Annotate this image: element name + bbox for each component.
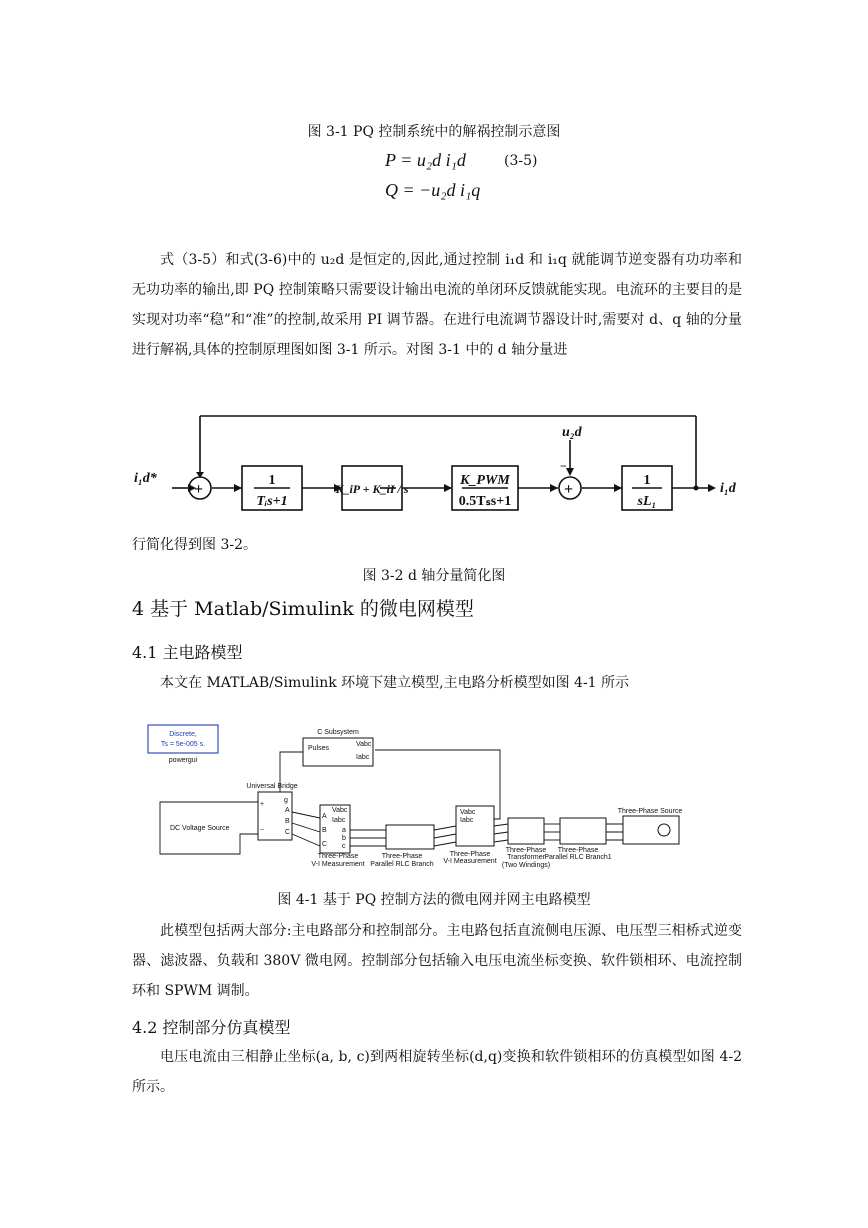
block4-den: sL₁ — [637, 494, 657, 509]
equation-3-6-lhs: Q — [385, 180, 398, 200]
rlc-branch-1-block[interactable] — [386, 825, 434, 849]
section-heading-4-2: 4.2 控制部分仿真模型 — [132, 1018, 291, 1037]
paragraph-text: 本文在 MATLAB/Simulink 环境下建立模型,主电路分析模型如图 4-1 所示 — [160, 675, 630, 691]
meas1-a-out: a — [342, 827, 346, 834]
three-phase-source-block[interactable] — [623, 816, 679, 844]
subsystem-out1: Vabc — [356, 741, 372, 748]
figure-3-1-caption: 图 3-1 PQ 控制系统中的解祸控制示意图 — [307, 124, 561, 140]
equation-3-5-lhs: P — [385, 150, 396, 170]
meas1-a: A — [322, 813, 327, 820]
meas1-vabc: Vabc — [332, 807, 348, 814]
d-axis-block-diagram — [130, 412, 750, 524]
paragraph-text: 此模型包括两大部分:主电路部分和控制部分。主电路包括直流侧电压源、电压型三相桥式逆变器、滤波器、负载和 380V 微电网。控制部分包括输入电压电流坐标变换、软件锁相环、电流控制环和 SPWM 调制。 — [132, 923, 742, 999]
rlc2-label2: Parallel RLC Branch1 — [544, 854, 612, 861]
subsystem-out2: Iabc — [356, 754, 370, 761]
transformer-label2: Transformer — [507, 854, 545, 861]
transformer-label3: (Two Windings) — [501, 862, 551, 869]
powergui-line2: Ts = 5e-005 s. — [160, 741, 206, 748]
subsystem-title: C Subsystem — [317, 729, 359, 736]
block1-num: 1 — [268, 473, 276, 488]
powergui-line1: Discrete, — [169, 731, 197, 738]
dc-source-label: DC Voltage Source — [170, 825, 230, 832]
meas1-label2: V-I Measurement — [311, 861, 365, 868]
paragraph-text: 行简化得到图 3-2。 — [132, 537, 257, 553]
block4-num: 1 — [643, 473, 651, 488]
meas1-iabc: Iabc — [332, 817, 346, 824]
paragraph-simplify — [132, 530, 742, 560]
powergui-label: powergui — [168, 757, 198, 764]
equation-3-6-rhs: = −u₂d i₁q — [402, 180, 481, 200]
simulink-main-circuit — [140, 722, 700, 872]
meas1-b: B — [322, 827, 327, 834]
paragraph-model-parts — [132, 916, 742, 1006]
bridge-port-minus: − — [260, 827, 265, 834]
input-label: i₁d* — [134, 471, 157, 486]
bridge-port-g: g — [284, 797, 288, 804]
section-heading-4: 4 基于 Matlab/Simulink 的微电网模型 — [132, 598, 474, 620]
equation-3-5-rhs: = u₂d i₁d — [400, 150, 466, 170]
transformer-block[interactable] — [508, 818, 544, 844]
bridge-port-b: B — [285, 818, 290, 825]
figure-4-1-caption: 图 4-1 基于 PQ 控制方法的微电网并网主电路模型 — [277, 892, 591, 908]
rlc2-label1: Three-Phase — [557, 847, 599, 854]
equation-3-5 — [385, 150, 466, 171]
transformer-label1: Three-Phase — [505, 847, 547, 854]
paragraph-text: 电压电流由三相静止坐标(a, b, c)到两相旋转坐标(d,q)变换和软件锁相环的仿真模型如图 4-2 所示。 — [132, 1049, 742, 1095]
disturbance-label: u₂d — [562, 425, 582, 440]
bridge-port-plus: + — [260, 801, 265, 808]
meas2-vabc: Vabc — [460, 809, 476, 816]
meas1-c: C — [322, 841, 328, 848]
sum1-plus: + — [194, 481, 204, 498]
rlc1-label2: Parallel RLC Branch — [370, 861, 434, 868]
meas2-iabc: Iabc — [460, 817, 474, 824]
paragraph-pq-control — [132, 245, 742, 365]
sum2-plus: + — [564, 481, 574, 498]
block1-den: Tᵢs+1 — [256, 494, 288, 509]
meas2-label2: V-I Measurement — [443, 858, 497, 865]
subsystem-in: Pulses — [308, 745, 330, 752]
output-label: i₁d — [720, 481, 736, 496]
bridge-port-c: C — [285, 829, 291, 836]
paragraph-matlab — [132, 668, 742, 698]
rlc-branch-2-block[interactable] — [560, 818, 606, 844]
meas1-b-out: b — [342, 835, 346, 842]
equation-3-5-number: (3-5) — [504, 153, 538, 169]
section-heading-4-1: 4.1 主电路模型 — [132, 643, 243, 662]
block2-pi: K_iP + K_iI / s — [335, 482, 409, 496]
meas2-label1: Three-Phase — [449, 851, 491, 858]
meas1-c-out: c — [342, 843, 346, 850]
rlc1-label1: Three-Phase — [381, 853, 423, 860]
block3-num: K_PWM — [460, 473, 510, 488]
powergui-block[interactable] — [148, 725, 218, 753]
source-label: Three-Phase Source — [617, 808, 683, 815]
paragraph-text: 式（3-5）和式(3-6)中的 u₂d 是恒定的,因此,通过控制 i₁d 和 i₁q 就能调节逆变器有功功率和无功功率的输出,即 PQ 控制策略只需要设计输出电流的单闭环反馈就能实现。电流环的主要目的是实现对功率“稳”和“准”的控制,故采用 PI 调节器。在进行电流调节器设计时,需要对 d、q 轴的分量进行解祸,具体的控制原理图如图 3-1 所示。对图 3-1 中的 d 轴分量进 — [132, 252, 742, 358]
bridge-port-a: A — [285, 807, 290, 814]
meas1-label1: Three-Phase — [317, 853, 359, 860]
block3-den: 0.5Tₛs+1 — [458, 494, 512, 509]
equation-3-6 — [385, 180, 480, 201]
sum2-minus: − — [560, 459, 567, 473]
figure-3-2-caption: 图 3-2 d 轴分量简化图 — [362, 568, 506, 584]
paragraph-coordinate-transform — [132, 1042, 742, 1102]
bridge-title: Universal Bridge — [246, 783, 298, 790]
